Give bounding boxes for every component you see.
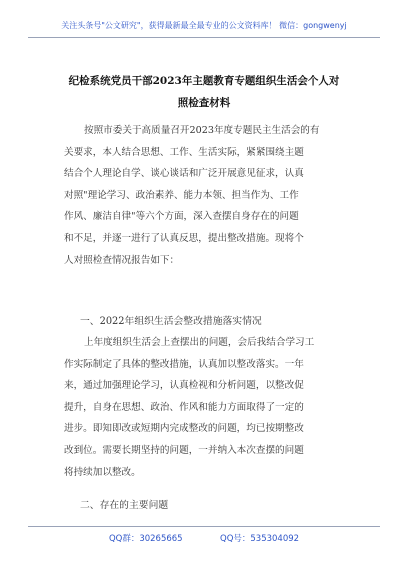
- text-line: 来，通过加强理论学习，认真检视和分析问题，以整改促: [64, 380, 304, 392]
- text-line: 上年度组织生活会上查摆出的问题，会后我结合学习工: [84, 337, 315, 348]
- section-heading-2: 二、存在的主要问题: [80, 500, 169, 511]
- text-line: 提升，自身在思想、政治、作风和能力方面取得了一定的: [64, 401, 304, 413]
- text-line: 和不足，并逐一进行了认真反思，提出整改措施。现将个: [64, 232, 304, 244]
- text-line: 改到位。需要长期坚持的问题，一并纳入本次查摆的问题: [64, 444, 304, 456]
- footer-divider: [28, 526, 380, 527]
- document-title: [36, 70, 372, 114]
- text-line: 作实际制定了具体的整改措施，认真加以整改落实。一年: [64, 358, 304, 370]
- qq-group-text: QQ群：30265665: [108, 534, 183, 544]
- text-line: 将持续加以整改。: [64, 466, 141, 478]
- text-line: 对照"理论学习、政治素养、能力本领、担当作为、工作: [64, 189, 299, 201]
- text-line: 人对照检查情况报告如下：: [64, 254, 180, 266]
- qq-number-text: QQ号：535304092: [220, 534, 300, 544]
- footer-contact: [28, 532, 380, 544]
- text-line: 进步。即知即改或短期内完成整改的问题，均已按期整改: [64, 423, 304, 435]
- text-line: 结合个人理论自学、谈心谈话和广泛开展意见征求，认真: [64, 168, 304, 180]
- paragraph-intro: [64, 120, 356, 271]
- text-line: 关要求，本人结合思想、工作、生活实际，紧紧围绕主题: [64, 146, 304, 158]
- section-heading-1: 一、2022年组织生活会整改措施落实情况: [80, 316, 262, 327]
- paragraph-rectification: [64, 332, 356, 483]
- header-banner: 关注头条号"公文研究"，获得最新最全最专业的公文资料库！ 微信：gongwenyj: [61, 21, 347, 30]
- text-line: 按照市委关于高质量召开2023年度专题民主生活会的有: [84, 125, 320, 136]
- title-line-1: 纪检系统党员干部2023年主题教育专题组织生活会个人对: [68, 75, 340, 87]
- title-line-2: 照检查材料: [177, 97, 231, 109]
- header-divider: [28, 37, 380, 38]
- text-line: 作风、廉洁自律"等六个方面，深入查摆自身存在的问题: [64, 211, 299, 223]
